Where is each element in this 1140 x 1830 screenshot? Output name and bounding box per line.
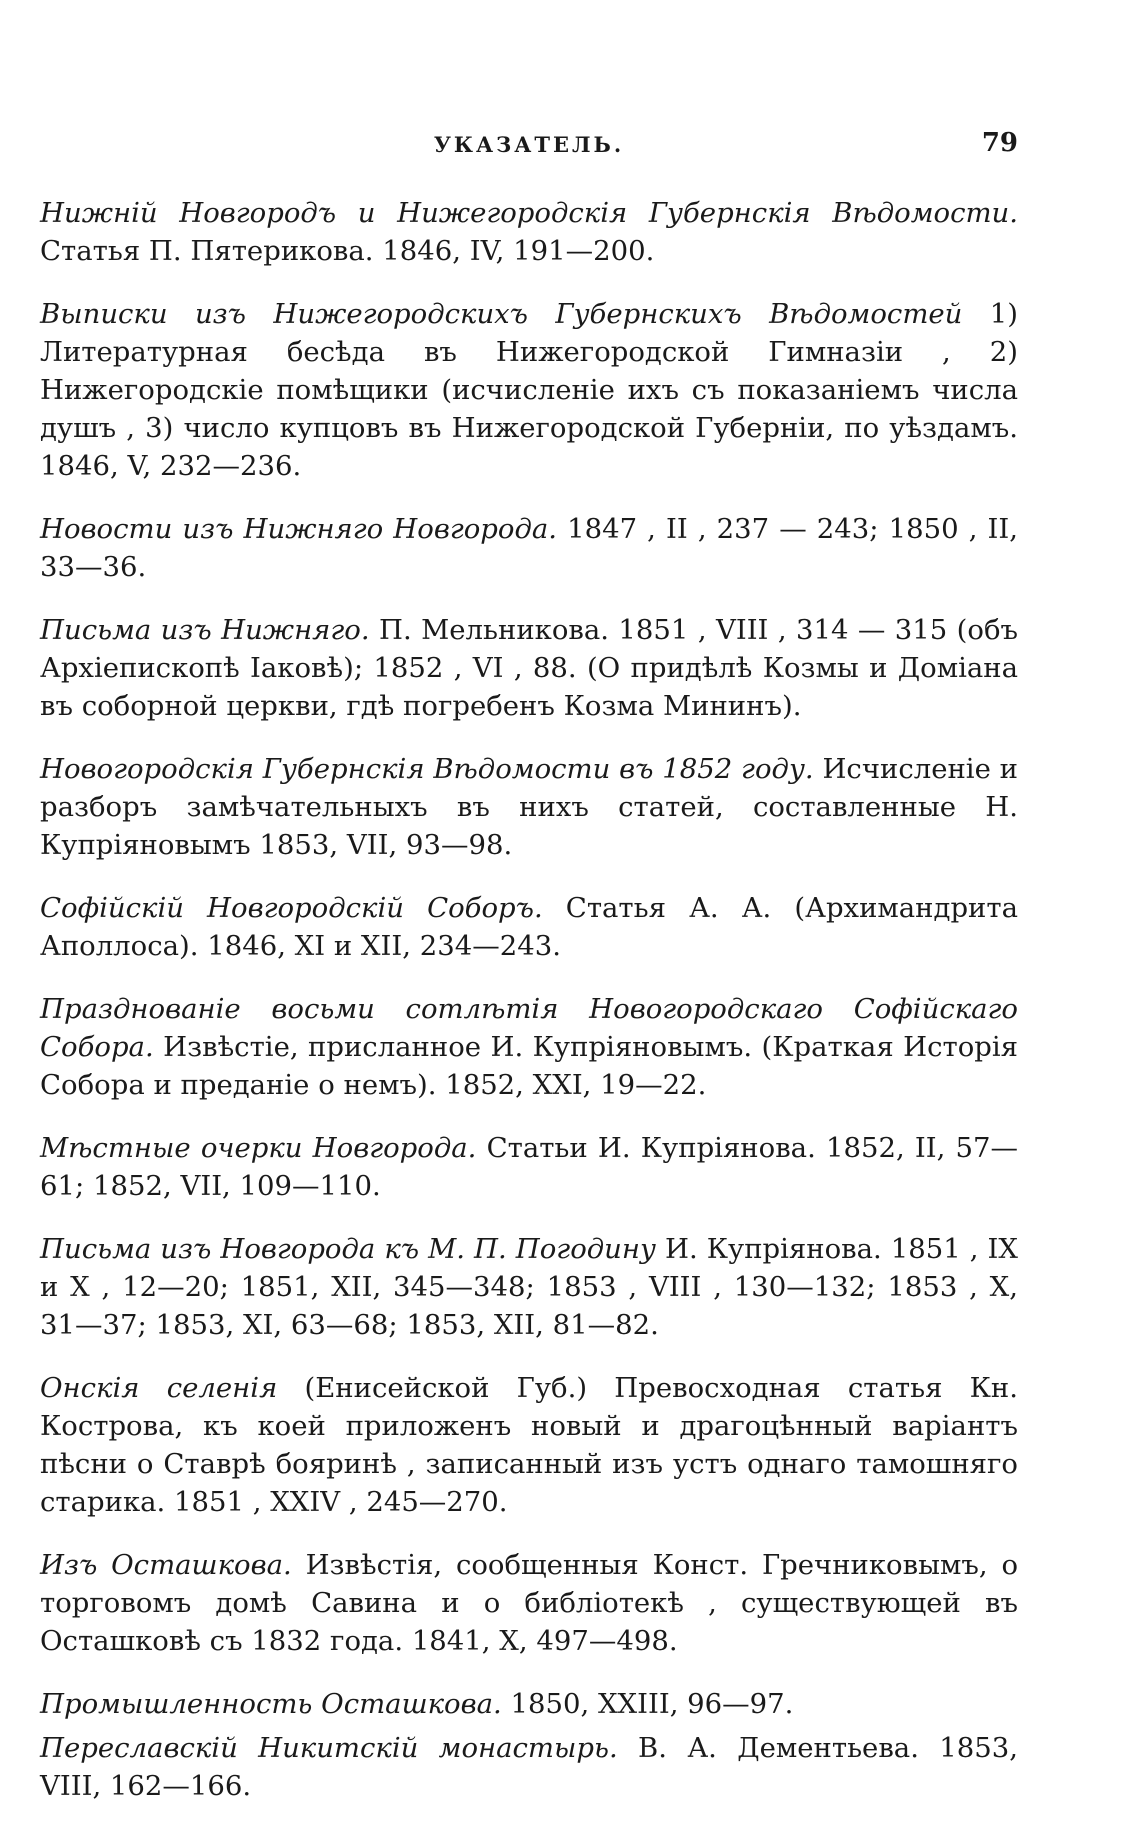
entry-title: Промышленность Осташкова. xyxy=(40,1688,502,1720)
index-entry xyxy=(40,194,1018,270)
index-entry xyxy=(40,1729,1018,1805)
index-page xyxy=(40,128,1018,1830)
index-entry xyxy=(40,295,1018,485)
entry-title: Письма изъ Нижняго. xyxy=(40,614,370,646)
index-entry xyxy=(40,510,1018,586)
index-entry xyxy=(40,889,1018,965)
entry-text: Извѣстія, сообщенныя Конст. Гречниковымъ, о торговомъ домѣ Савина и о библіотекѣ , существующей въ Осташковѣ съ 1832 года. 1841, X, 497—498. xyxy=(40,1549,1018,1657)
entry-text: Статьи И. Купріянова. 1852, II, 57—61; 1852, VII, 109—110. xyxy=(40,1132,1018,1202)
index-entry xyxy=(40,1230,1018,1344)
entry-title: Онскія селенія xyxy=(40,1372,278,1404)
running-title: УКАЗАТЕЛЬ. xyxy=(433,132,625,157)
index-entry xyxy=(40,611,1018,725)
entry-title: Новости изъ Нижняго Новгорода. xyxy=(40,513,558,545)
entry-text: П. Мельникова. 1851 , VIII , 314 — 315 (объ Архіепископѣ Іаковѣ); 1852 , VI , 88. (О придѣлѣ Козмы и Доміана въ соборной церкви, гдѣ погребенъ Козма Мининъ). xyxy=(40,614,1018,722)
entry-title: Нижній Новгородъ и Нижегородскія Губернскія Вѣдомости. xyxy=(40,197,1018,229)
entry-text: 1847 , II , 237 — 243; 1850 , II, 33—36. xyxy=(40,513,1018,583)
entry-title: Переславскій Никитскій монастырь. xyxy=(40,1732,618,1764)
entry-text: (Енисейской Губ.) Превосходная статья Кн. Кострова, къ коей приложенъ новый и драгоцѣнный варіантъ пѣсни о Ставрѣ бояринѣ , записанный изъ устъ однаго тамошняго старика. 1851 , XXIV , 245—270. xyxy=(40,1372,1018,1518)
entry-text: Статья А. А. (Архимандрита Аполлоса). 1846, XI и XII, 234—243. xyxy=(40,892,1018,962)
entry-title: Письма изъ Новгорода къ М. П. Погодину xyxy=(40,1233,656,1265)
entry-text: Исчисленіе и разборъ замѣчательныхъ въ нихъ статей, составленные Н. Купріяновымъ 1853, VII, 93—98. xyxy=(40,753,1019,861)
entry-title: Празднованіе восьми сотлѣтія Новогородскаго Софійскаго Собора. xyxy=(40,993,1018,1063)
entry-title: Новогородскія Губернскія Вѣдомости въ 1852 году. xyxy=(40,753,814,785)
index-entry xyxy=(40,1546,1018,1660)
page-number: 79 xyxy=(981,128,1018,158)
entry-text: 1) Литературная бесѣда въ Нижегородской Гимназіи , 2) Нижегородскіе помѣщики (исчисленіе ихъ съ показаніемъ числа душъ , 3) число купцовъ въ Нижегородской Губерніи, по уѣздамъ. 1846, V, 232—236. xyxy=(40,298,1019,482)
entry-text: В. А. Дементьева. 1853, VIII, 162—166. xyxy=(40,1732,1018,1802)
entry-title: Мѣстные очерки Новгорода. xyxy=(40,1132,477,1164)
entry-title: Выписки изъ Нижегородскихъ Губернскихъ Вѣдомостей xyxy=(40,298,963,330)
index-entry xyxy=(40,750,1018,864)
index-entry xyxy=(40,990,1018,1104)
index-entries xyxy=(40,194,1018,1805)
index-entry xyxy=(40,1129,1018,1205)
entry-text: И. Купріянова. 1851 , IX и X , 12—20; 1851, XII, 345—348; 1853 , VIII , 130—132; 1853 , X, 31—37; 1853, XI, 63—68; 1853, XII, 81—82. xyxy=(40,1233,1018,1341)
index-entry xyxy=(40,1369,1018,1521)
page-header xyxy=(40,128,1018,168)
index-entry xyxy=(40,1685,1018,1723)
entry-text: Извѣстіе, присланное И. Купріяновымъ. (Краткая Исторія Собора и преданіе о немъ). 1852, XXI, 19—22. xyxy=(40,1031,1018,1101)
entry-text: Статья П. Пятерикова. 1846, IV, 191—200. xyxy=(40,235,655,267)
entry-title: Софійскій Новгородскій Соборъ. xyxy=(40,892,543,924)
entry-text: 1850, XXIII, 96—97. xyxy=(501,1688,794,1720)
entry-title: Изъ Осташкова. xyxy=(40,1549,292,1581)
